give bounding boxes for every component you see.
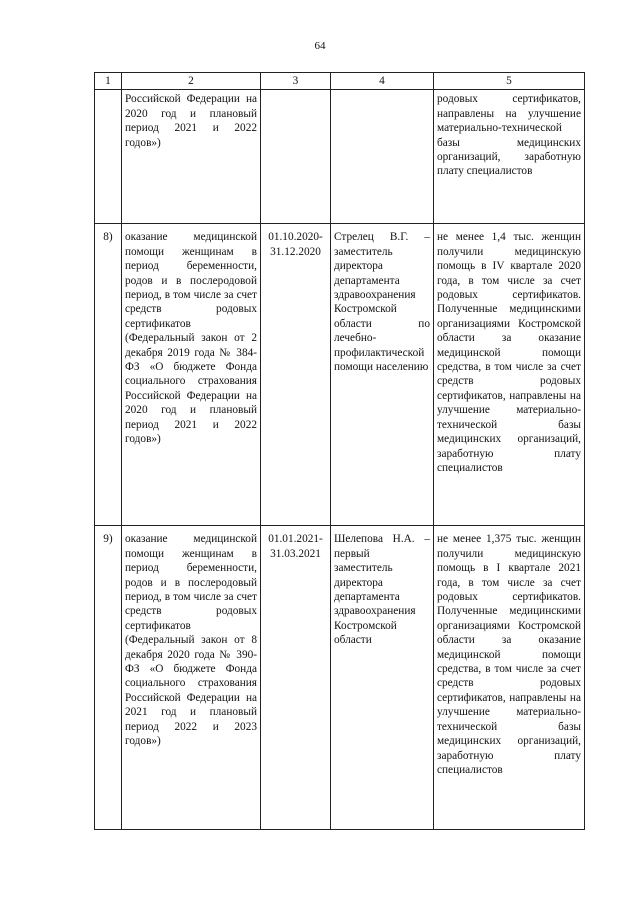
page-number: 64 <box>314 40 326 52</box>
header-col-3: 3 <box>261 73 331 90</box>
header-col-5: 5 <box>434 73 585 90</box>
measure-cell: Российской Федерации на 2020 год и плановый период 2021 и 2022 годов») <box>122 90 261 224</box>
table-row <box>95 224 585 526</box>
measure-cell: оказание медицинской помощи женщинам в период беременности, родов и в послеродовой период, в том числе за счет средств родовых сертификатов (Федеральный закон от 2 декабря 2019 года № 384-ФЗ «О бюджете Фонда социального страхования Российской Федерации на 2020 год и плановый период 2021 и 2022 годов») <box>122 224 261 526</box>
responsible-cell: Шелепова Н.А. – первый заместитель директора департамента здравоохранения Костромской области <box>331 526 434 830</box>
table-row <box>95 90 585 224</box>
table-row <box>95 526 585 830</box>
header-col-2: 2 <box>122 73 261 90</box>
row-number: 8) <box>95 224 122 526</box>
result-cell: не менее 1,4 тыс. женщин получили медицинскую помощь в IV квартале 2020 года, в том числе за счет родовых сертификатов. Полученные медицинскими организациями Костромской области за оказание медицинской помощи средства, в том числе за счет средств родовых сертификатов, направлены на улучшение материально-технической базы медицинских организаций, заработную плату специалистов <box>434 224 585 526</box>
measures-table <box>94 72 585 830</box>
responsible-cell: Стрелец В.Г. – заместитель директора департамента здравоохранения Костромской области по лечебно-профилактической помощи населению <box>331 224 434 526</box>
header-col-1: 1 <box>95 73 122 90</box>
dates-cell: 01.01.2021- 31.03.2021 <box>261 526 331 830</box>
header-col-4: 4 <box>331 73 434 90</box>
result-cell: не менее 1,375 тыс. женщин получили медицинскую помощь в I квартале 2021 года, в том числе за счет родовых сертификатов. Полученные медицинскими организациями Костромской области за оказание медицинской помощи средства, в том числе за счет средств родовых сертификатов, направлены на улучшение материально-технической базы медицинских организаций, заработную плату специалистов <box>434 526 585 830</box>
dates-cell: 01.10.2020- 31.12.2020 <box>261 224 331 526</box>
row-number: 9) <box>95 526 122 830</box>
result-cell: родовых сертификатов, направлены на улучшение материально-технической базы медицинских организаций, заработную плату специалистов <box>434 90 585 224</box>
dates-cell <box>261 90 331 224</box>
responsible-cell <box>331 90 434 224</box>
measure-cell: оказание медицинской помощи женщинам в период беременности, родов и в послеродовый период, в том числе за счет средств родовых сертификатов (Федеральный закон от 8 декабря 2020 года № 390-ФЗ «О бюджете Фонда социального страхования Российской Федерации на 2021 год и плановый период 2022 и 2023 годов») <box>122 526 261 830</box>
row-number <box>95 90 122 224</box>
table-header-row <box>95 73 585 90</box>
